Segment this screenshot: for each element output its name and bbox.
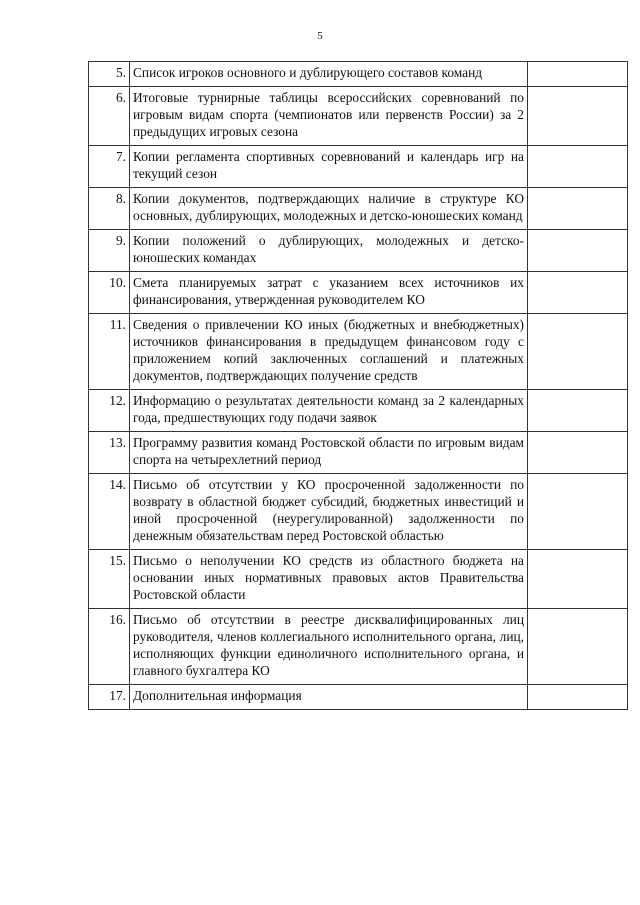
row-description: Копии положений о дублирующих, молодежных и детско-юношеских командах (130, 230, 528, 272)
table-row (89, 230, 628, 272)
row-number: 13. (89, 432, 130, 474)
row-number: 11. (89, 314, 130, 390)
row-empty-cell (528, 62, 628, 87)
row-description: Копии регламента спортивных соревнований и календарь игр на текущий сезон (130, 146, 528, 188)
row-number: 14. (89, 474, 130, 550)
row-empty-cell (528, 390, 628, 432)
row-description: Сведения о привлечении КО иных (бюджетных и внебюджетных) источников финансирования в предыдущем финансовом году с приложением копий заключенных соглашений и платежных документов, подтверждающих получение средств (130, 314, 528, 390)
row-empty-cell (528, 550, 628, 609)
row-number: 17. (89, 685, 130, 710)
table-row (89, 62, 628, 87)
table-row (89, 390, 628, 432)
row-description: Письмо о неполучении КО средств из областного бюджета на основании иных нормативных правовых актов Правительства Ростовской области (130, 550, 528, 609)
row-description: Итоговые турнирные таблицы всероссийских соревнований по игровым видам спорта (чемпионатов или первенств России) за 2 предыдущих игровых сезона (130, 87, 528, 146)
row-number: 6. (89, 87, 130, 146)
row-number: 16. (89, 609, 130, 685)
page-number: 5 (317, 30, 323, 42)
table-row (89, 432, 628, 474)
table-row (89, 550, 628, 609)
row-description: Копии документов, подтверждающих наличие в структуре КО основных, дублирующих, молодежных и детско-юношеских команд (130, 188, 528, 230)
row-empty-cell (528, 432, 628, 474)
row-description: Информацию о результатах деятельности команд за 2 календарных года, предшествующих году подачи заявок (130, 390, 528, 432)
table-row (89, 272, 628, 314)
documents-table (88, 61, 628, 710)
row-description: Список игроков основного и дублирующего составов команд (130, 62, 528, 87)
row-empty-cell (528, 314, 628, 390)
row-empty-cell (528, 272, 628, 314)
table-row (89, 146, 628, 188)
table-row (89, 188, 628, 230)
row-empty-cell (528, 685, 628, 710)
row-number: 5. (89, 62, 130, 87)
table-row (89, 685, 628, 710)
row-description: Дополнительная информация (130, 685, 528, 710)
row-number: 10. (89, 272, 130, 314)
row-empty-cell (528, 474, 628, 550)
row-empty-cell (528, 87, 628, 146)
row-description: Письмо об отсутствии у КО просроченной задолженности по возврату в областной бюджет субсидий, бюджетных инвестиций и иной просроченной (неурегулированной) задолженности по денежным обязательствам перед Ростовской областью (130, 474, 528, 550)
row-number: 9. (89, 230, 130, 272)
row-number: 8. (89, 188, 130, 230)
documents-table-body (89, 62, 628, 710)
row-number: 15. (89, 550, 130, 609)
table-row (89, 87, 628, 146)
table-row (89, 314, 628, 390)
row-empty-cell (528, 146, 628, 188)
table-row (89, 474, 628, 550)
row-description: Письмо об отсутствии в реестре дисквалифицированных лиц руководителя, членов коллегиального исполнительного органа, лиц, исполняющих функции единоличного исполнительного органа, и главного бухгалтера КО (130, 609, 528, 685)
row-number: 12. (89, 390, 130, 432)
row-number: 7. (89, 146, 130, 188)
row-description: Программу развития команд Ростовской области по игровым видам спорта на четырехлетний период (130, 432, 528, 474)
row-empty-cell (528, 188, 628, 230)
row-empty-cell (528, 609, 628, 685)
table-row (89, 609, 628, 685)
row-description: Смета планируемых затрат с указанием всех источников их финансирования, утвержденная руководителем КО (130, 272, 528, 314)
row-empty-cell (528, 230, 628, 272)
